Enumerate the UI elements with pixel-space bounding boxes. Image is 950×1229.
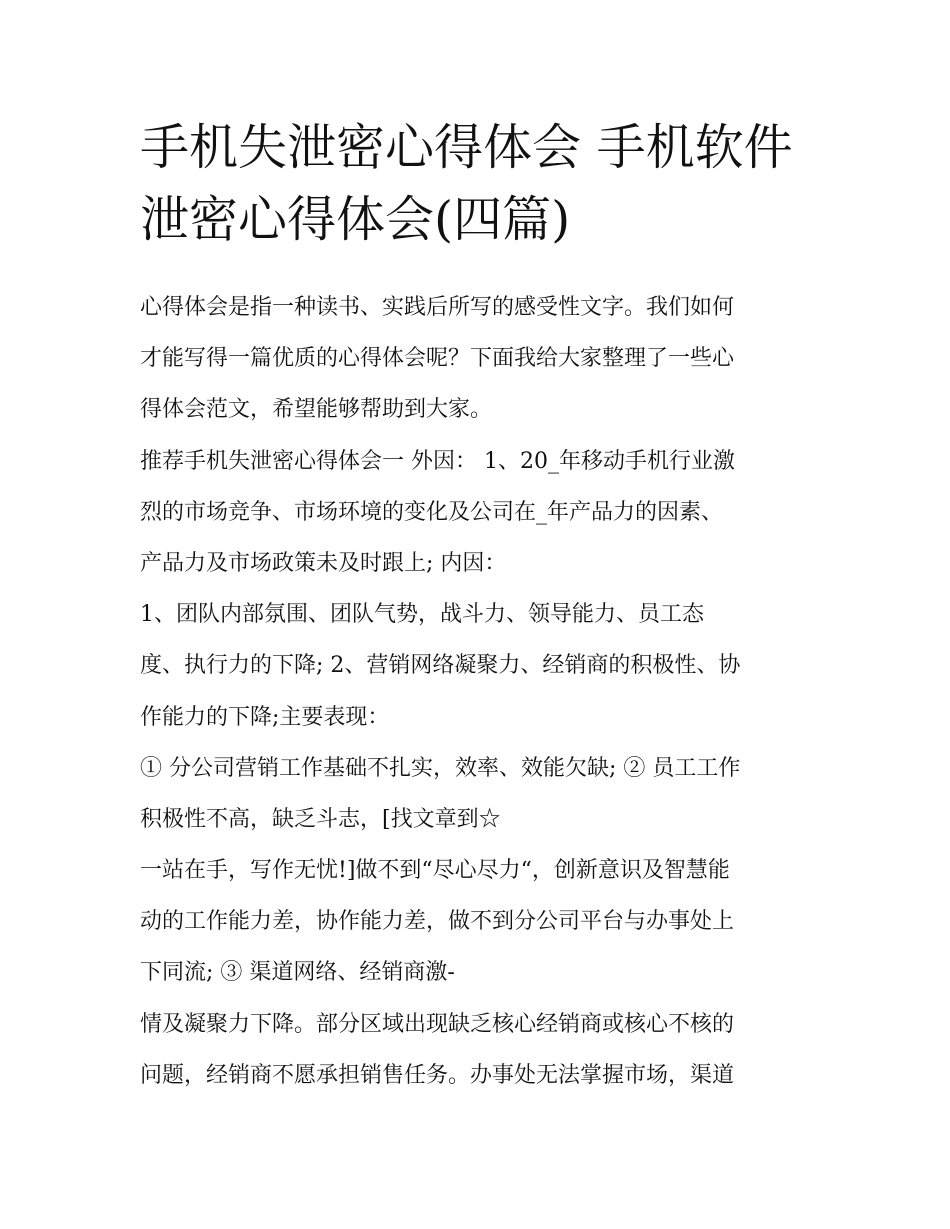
body-line: ① 分公司营销工作基础不扎实，效率、效能欠缺; ② 员工工作 <box>140 755 741 781</box>
body-line: 心得体会是指一种读书、实践后所写的感受性文字。我们如何 <box>140 295 735 320</box>
body-line: 动的工作能力差，协作能力差，做不到分公司平台与办事处上 <box>140 909 735 935</box>
body-line: 下同流; ③ 渠道网络、经销商激- <box>140 960 455 986</box>
body-line: 1、团队内部氛围、团队气势，战斗力、领导能力、员工态 <box>140 602 704 628</box>
body-line: 烈的市场竞争、市场环境的变化及公司在_年产品力的因素、 <box>140 499 724 525</box>
title-line-2: 泄密心得体会(四篇) <box>140 191 571 248</box>
body-line: 得体会范文，希望能够帮助到大家。 <box>140 397 493 423</box>
body-line: 一站在手，写作无忧!]做不到“尽心尽力“，创新意识及智慧能 <box>140 858 730 884</box>
body-line: 推荐手机失泄密心得体会一 外因： 1、20_年移动手机行业激 <box>140 448 735 474</box>
body-line: 情及凝聚力下降。部分区域出现缺乏核心经销商或核心不核的 <box>140 1011 735 1037</box>
body-line: 积极性不高，缺乏斗志，[找文章到☆ <box>140 806 501 832</box>
body-line: 产品力及市场政策未及时跟上; 内因： <box>140 550 507 576</box>
body-line: 度、执行力的下降; 2、营销网络凝聚力、经销商的积极性、协 <box>140 653 741 679</box>
body-line: 作能力的下降;主要表现： <box>140 704 390 730</box>
body-line: 问题，经销商不愿承担销售任务。办事处无法掌握市场，渠道 <box>140 1062 735 1088</box>
title-line-1: 手机失泄密心得体会 手机软件 <box>140 119 793 176</box>
document-title <box>140 112 820 256</box>
document-body <box>140 282 820 1101</box>
body-line: 才能写得一篇优质的心得体会呢？下面我给大家整理了一些心 <box>140 346 735 372</box>
